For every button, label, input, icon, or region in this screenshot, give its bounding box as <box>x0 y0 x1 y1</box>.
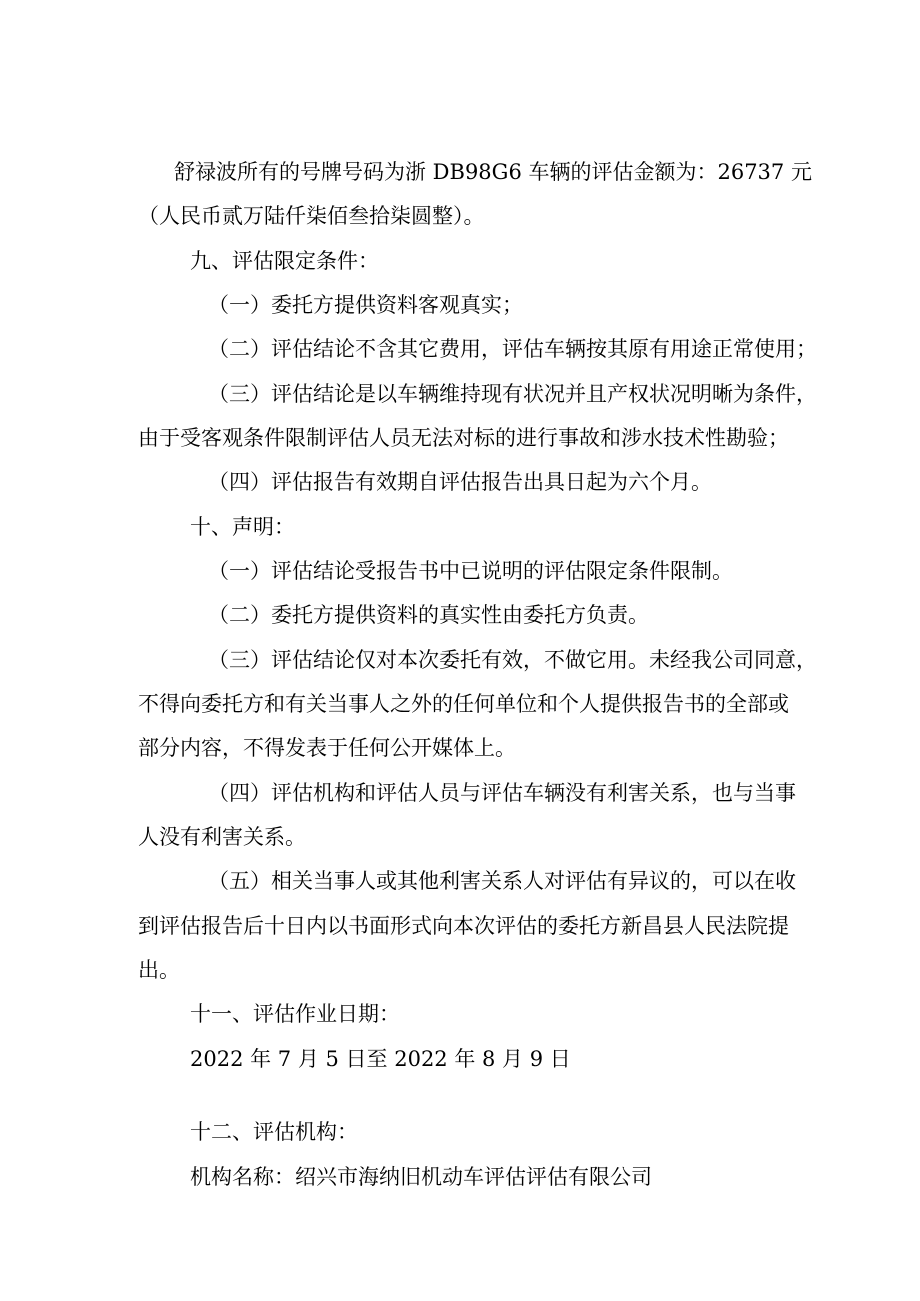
section-12-heading: 十二、评估机构： <box>190 1120 358 1144</box>
section-10-item-5-line-1: （五）相关当事人或其他利害关系人对评估有异议的，可以在收 <box>208 869 796 893</box>
section-10-heading: 十、声明： <box>190 515 295 539</box>
section-11-heading: 十一、评估作业日期： <box>190 1002 400 1026</box>
section-10-item-3-line-1: （三）评估结论仅对本次委托有效，不做它用。未经我公司同意， <box>208 648 817 672</box>
section-10-item-5-line-2: 到评估报告后十日内以书面形式向本次评估的委托方新昌县人民法院提 <box>138 914 789 938</box>
section-9-item-4: （四）评估报告有效期自评估报告出具日起为六个月。 <box>208 470 712 494</box>
section-10-item-4-line-1: （四）评估机构和评估人员与评估车辆没有利害关系，也与当事 <box>208 781 796 805</box>
assessment-dates: 2022 年 7 月 5 日至 2022 年 8 月 9 日 <box>190 1047 571 1071</box>
section-10-item-2: （二）委托方提供资料的真实性由委托方负责。 <box>208 603 649 627</box>
section-10-item-5-line-3: 出。 <box>138 958 180 982</box>
valuation-amount-line-2: （人民币贰万陆仟柒佰叁拾柒圆整）。 <box>138 204 485 228</box>
section-9-item-3-line-1: （三）评估结论是以车辆维持现有状况并且产权状况明晰为条件， <box>208 382 817 406</box>
organization-name: 机构名称：绍兴市海纳旧机动车评估评估有限公司 <box>190 1165 652 1189</box>
section-9-item-3-line-2: 由于受客观条件限制评估人员无法对标的进行事故和涉水技术性勘验； <box>138 426 789 450</box>
section-10-item-1: （一）评估结论受报告书中已说明的评估限定条件限制。 <box>208 559 733 583</box>
section-9-heading: 九、评估限定条件： <box>190 249 379 273</box>
valuation-amount-line-1: 舒禄波所有的号牌号码为浙 DB98G6 车辆的评估金额为：26737 元 <box>174 160 812 184</box>
section-10-item-4-line-2: 人没有利害关系。 <box>138 825 306 849</box>
section-10-item-3-line-3: 部分内容，不得发表于任何公开媒体上。 <box>138 736 516 760</box>
section-10-item-3-line-2: 不得向委托方和有关当事人之外的任何单位和个人提供报告书的全部或 <box>138 692 789 716</box>
section-9-item-2: （二）评估结论不含其它费用，评估车辆按其原有用途正常使用； <box>208 337 817 361</box>
section-9-item-1: （一）委托方提供资料客观真实； <box>208 293 523 317</box>
